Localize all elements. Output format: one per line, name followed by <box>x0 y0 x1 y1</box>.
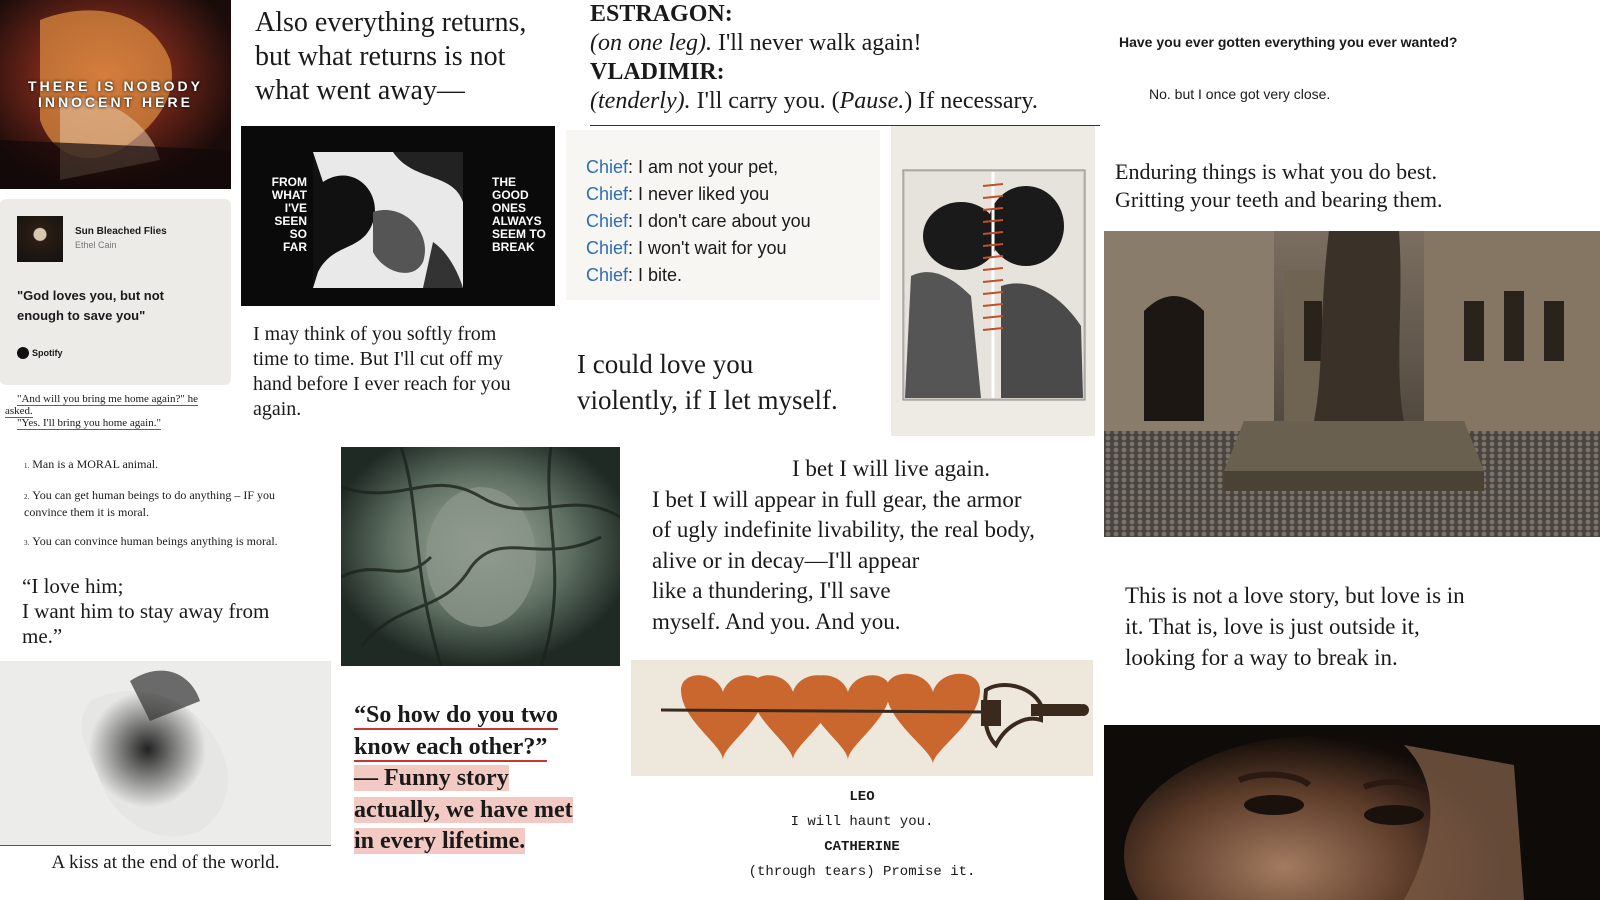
song-title: Sun Bleached Flies <box>75 226 167 237</box>
painting-caption: THERE IS NOBODY INNOCENT HERE <box>28 78 203 110</box>
spotify-icon <box>17 347 29 359</box>
enduring-quote: Enduring things is what you do best. Gritting your teeth and bearing them. <box>1115 159 1443 212</box>
home-quote: "And will you bring me home again?" he asked. "Yes. I'll bring you home again." <box>5 393 198 429</box>
kiss-image <box>0 661 331 845</box>
moral-item: 2. You can get human beings to do anything – IF you convince them it is moral. <box>24 488 276 519</box>
album-art <box>17 216 63 262</box>
softly-quote: I may think of you softly from time to time. But I'll cut off my hand before I ever reach for you again. <box>253 323 511 420</box>
courtyard-photo <box>1104 231 1600 537</box>
wanted-question: Have you ever gotten everything you ever wanted? <box>1119 34 1458 50</box>
courtyard-image <box>1104 231 1600 537</box>
broken-right-text: THE GOOD ONES ALWAYS SEEM TO BREAK <box>492 175 546 254</box>
hearts-sword <box>631 660 1093 776</box>
moral-list <box>0 454 330 574</box>
chat-line: Chief: I am not your pet, <box>586 157 779 177</box>
statue-image <box>341 447 620 666</box>
catherine-line: (through tears) Promise it. <box>748 864 976 880</box>
love-story-quote: This is not a love story, but love is in it. That is, love is just outside it, looking for a way to break in. <box>1125 583 1465 670</box>
kiss-caption: A kiss at the end of the world. <box>0 845 331 882</box>
stitched-image <box>891 126 1095 436</box>
chat-line: Chief: I won't wait for you <box>586 238 787 258</box>
estragon-line: (on one leg). I'll never walk again! <box>590 30 922 56</box>
song-lyric: "God loves you, but not enough to save you" <box>17 288 164 323</box>
moral-item: 3. You can convince human beings anything is moral. <box>24 534 278 548</box>
speaker-vladimir: VLADIMIR: <box>590 59 725 85</box>
painting-tile <box>0 0 231 189</box>
chat-line: Chief: I bite. <box>586 265 683 285</box>
chat-log <box>566 130 880 300</box>
leo-line: I will haunt you. <box>790 814 934 830</box>
broken-left-text: FROM WHAT I'VE SEEN SO FAR <box>271 175 307 254</box>
violently-quote: I could love you violently, if I let myself. <box>577 349 838 415</box>
returns-quote: Also everything returns, but what returns is not what went away— <box>255 7 527 106</box>
face-photo <box>1104 725 1600 900</box>
broken-image <box>313 152 463 288</box>
spotify-card <box>0 199 231 385</box>
song-artist: Ethel Cain <box>75 240 117 250</box>
hearts-sword-image <box>631 660 1093 776</box>
funny-story-quote: “So how do you two know each other?” — Funny story actually, we have met in every lifetime. <box>354 702 573 854</box>
speaker-leo: LEO <box>849 789 875 805</box>
live-again-poem: I bet I will live again. I bet I will appear in full gear, the armor of ugly indefinite livability, the real body, alive or in decay—I'll appear like a thundering, I'll save myself. And you. And you. <box>652 456 1035 634</box>
chat-line: Chief: I don't care about you <box>586 211 811 231</box>
moral-item: 1. Man is a MORAL animal. <box>24 457 159 471</box>
speaker-catherine: CATHERINE <box>824 839 900 855</box>
play-script <box>590 0 1100 126</box>
stitched-photo <box>891 126 1095 436</box>
speaker-estragon: ESTRAGON: <box>590 1 733 27</box>
wanted-answer: No. but I once got very close. <box>1149 86 1331 102</box>
broken-card <box>241 126 555 306</box>
wanted-quote <box>1105 0 1600 150</box>
screenplay <box>631 785 1093 885</box>
love-him-quote: “I love him; I want him to stay away from me.” <box>22 574 270 648</box>
vladimir-line: (tenderly). I'll carry you. (Pause.) If necessary. <box>590 88 1038 114</box>
chat-line: Chief: I never liked you <box>586 184 770 204</box>
statue-photo <box>341 447 620 666</box>
spotify-logo: Spotify <box>17 347 63 359</box>
kiss-photo <box>0 661 331 845</box>
face-image <box>1104 725 1600 900</box>
